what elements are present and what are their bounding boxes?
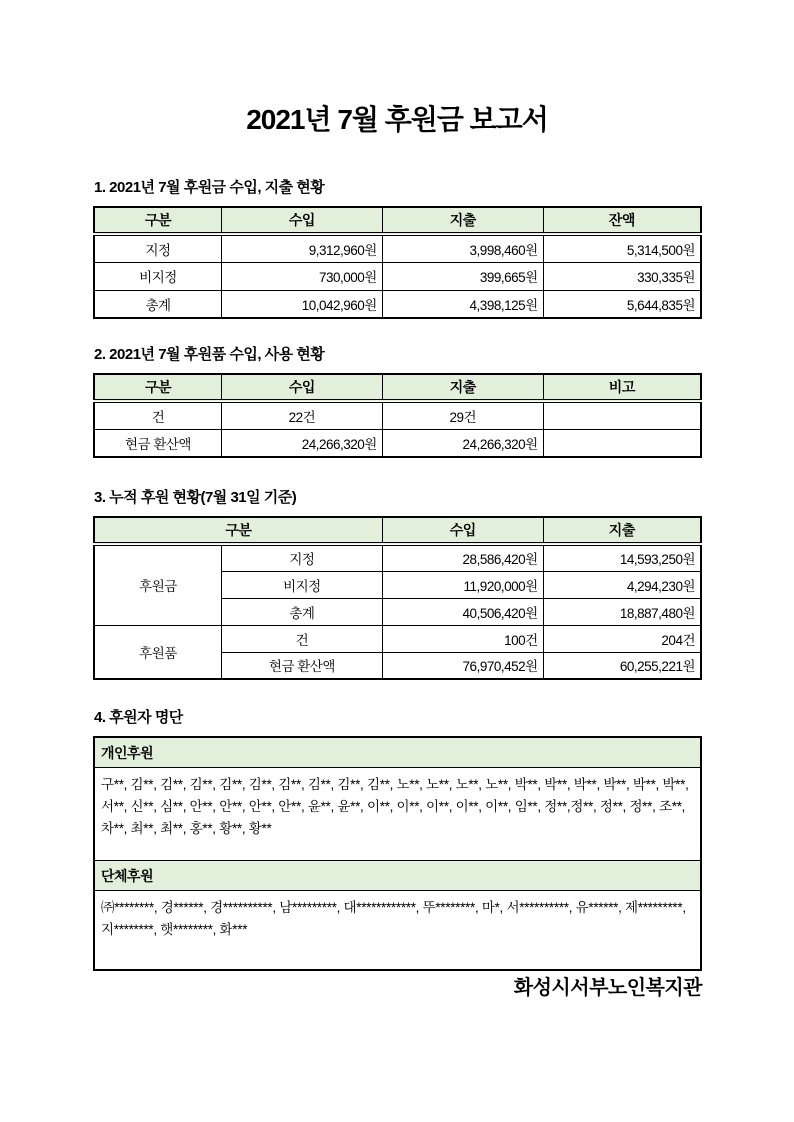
table-header-row (94, 517, 701, 544)
cell-balance: 5,644,835원 (543, 290, 701, 318)
table-header-row (94, 207, 701, 234)
table-row (94, 234, 701, 262)
col-header-expense: 지출 (543, 517, 701, 544)
report-title: 2021년 7월 후원금 보고서 (246, 104, 548, 135)
group-donors-header: 단체후원 (95, 861, 700, 891)
cell-category: 지정 (94, 234, 221, 262)
section2-heading: 2. 2021년 7월 후원품 수입, 사용 현황 (94, 346, 325, 363)
col-header-category: 구분 (94, 374, 221, 401)
cell-expense: 60,255,221원 (543, 652, 701, 679)
cell-subcategory: 현금 환산액 (221, 652, 382, 679)
cell-expense: 3,998,460원 (382, 234, 543, 262)
cell-category: 현금 환산액 (94, 429, 221, 457)
col-header-balance: 잔액 (543, 207, 701, 234)
cell-expense: 4,294,230원 (543, 571, 701, 598)
donor-list-box (93, 736, 702, 971)
table-row (94, 401, 701, 429)
cell-expense: 24,266,320원 (382, 429, 543, 457)
table-row (94, 625, 701, 652)
cell-income: 11,920,000원 (382, 571, 543, 598)
cell-income: 10,042,960원 (221, 290, 382, 318)
table-row (94, 544, 701, 571)
cell-expense: 14,593,250원 (543, 544, 701, 571)
cell-expense: 204건 (543, 625, 701, 652)
cell-income: 76,970,452원 (382, 652, 543, 679)
cell-expense: 4,398,125원 (382, 290, 543, 318)
cell-subcategory: 비지정 (221, 571, 382, 598)
cell-balance: 330,335원 (543, 262, 701, 290)
cell-income: 28,586,420원 (382, 544, 543, 571)
cell-category: 건 (94, 401, 221, 429)
cell-note (543, 429, 701, 457)
cell-subcategory: 건 (221, 625, 382, 652)
cell-income: 9,312,960원 (221, 234, 382, 262)
cell-note (543, 401, 701, 429)
table-row (94, 262, 701, 290)
cell-expense: 399,665원 (382, 262, 543, 290)
section3-heading: 3. 누적 후원 현황(7월 31일 기준) (94, 489, 297, 506)
cell-group-cash: 후원금 (94, 544, 221, 625)
section4-heading: 4. 후원자 명단 (94, 709, 183, 726)
monthly-cash-table (93, 206, 702, 319)
group-donors-list: ㈜********, 경******, 경**********, 남*********, 대************, 뚜********, 마*, 서**********, 유******, 제*********, 지********, 햇********, 화*** (101, 900, 686, 937)
report-content (0, 178, 794, 1001)
cell-income: 24,266,320원 (221, 429, 382, 457)
cumulative-table (93, 516, 702, 680)
individual-donors-list: 구**, 김**, 김**, 김**, 김**, 김**, 김**, 김**, 김**, 김**, 노**, 노**, 노**, 노**, 박**, 박**, 박**, 박**, 박**, 박**, 서**, 신**, 심**, 안**, 안**, 안**, 안**, 윤**, 윤**, 이**, 이**, 이**, 이**, 이**, 임**, 정**,정**, 정**, 정**, 조**, 차**, 최**, 최**, 홍**, 황**, 황** (95, 768, 700, 861)
col-header-category: 구분 (94, 207, 221, 234)
organization-name: 화성시서부노인복지관 (513, 977, 702, 999)
cell-category: 총계 (94, 290, 221, 318)
monthly-goods-table (93, 373, 702, 458)
cell-income: 100건 (382, 625, 543, 652)
cell-expense: 18,887,480원 (543, 598, 701, 625)
cell-income: 22건 (221, 401, 382, 429)
col-header-income: 수입 (221, 207, 382, 234)
cell-income: 40,506,420원 (382, 598, 543, 625)
col-header-income: 수입 (382, 517, 543, 544)
cell-subcategory: 총계 (221, 598, 382, 625)
cell-income: 730,000원 (221, 262, 382, 290)
table-row (94, 429, 701, 457)
individual-donors-header: 개인후원 (95, 738, 700, 768)
cell-group-goods: 후원품 (94, 625, 221, 679)
cell-category: 비지정 (94, 262, 221, 290)
table-header-row (94, 374, 701, 401)
col-header-category: 구분 (94, 517, 382, 544)
cell-balance: 5,314,500원 (543, 234, 701, 262)
table-row (94, 290, 701, 318)
cell-expense: 29건 (382, 401, 543, 429)
col-header-income: 수입 (221, 374, 382, 401)
col-header-expense: 지출 (382, 207, 543, 234)
col-header-note: 비고 (543, 374, 701, 401)
section1-heading: 1. 2021년 7월 후원금 수입, 지출 현황 (94, 179, 325, 196)
col-header-expense: 지출 (382, 374, 543, 401)
cell-subcategory: 지정 (221, 544, 382, 571)
